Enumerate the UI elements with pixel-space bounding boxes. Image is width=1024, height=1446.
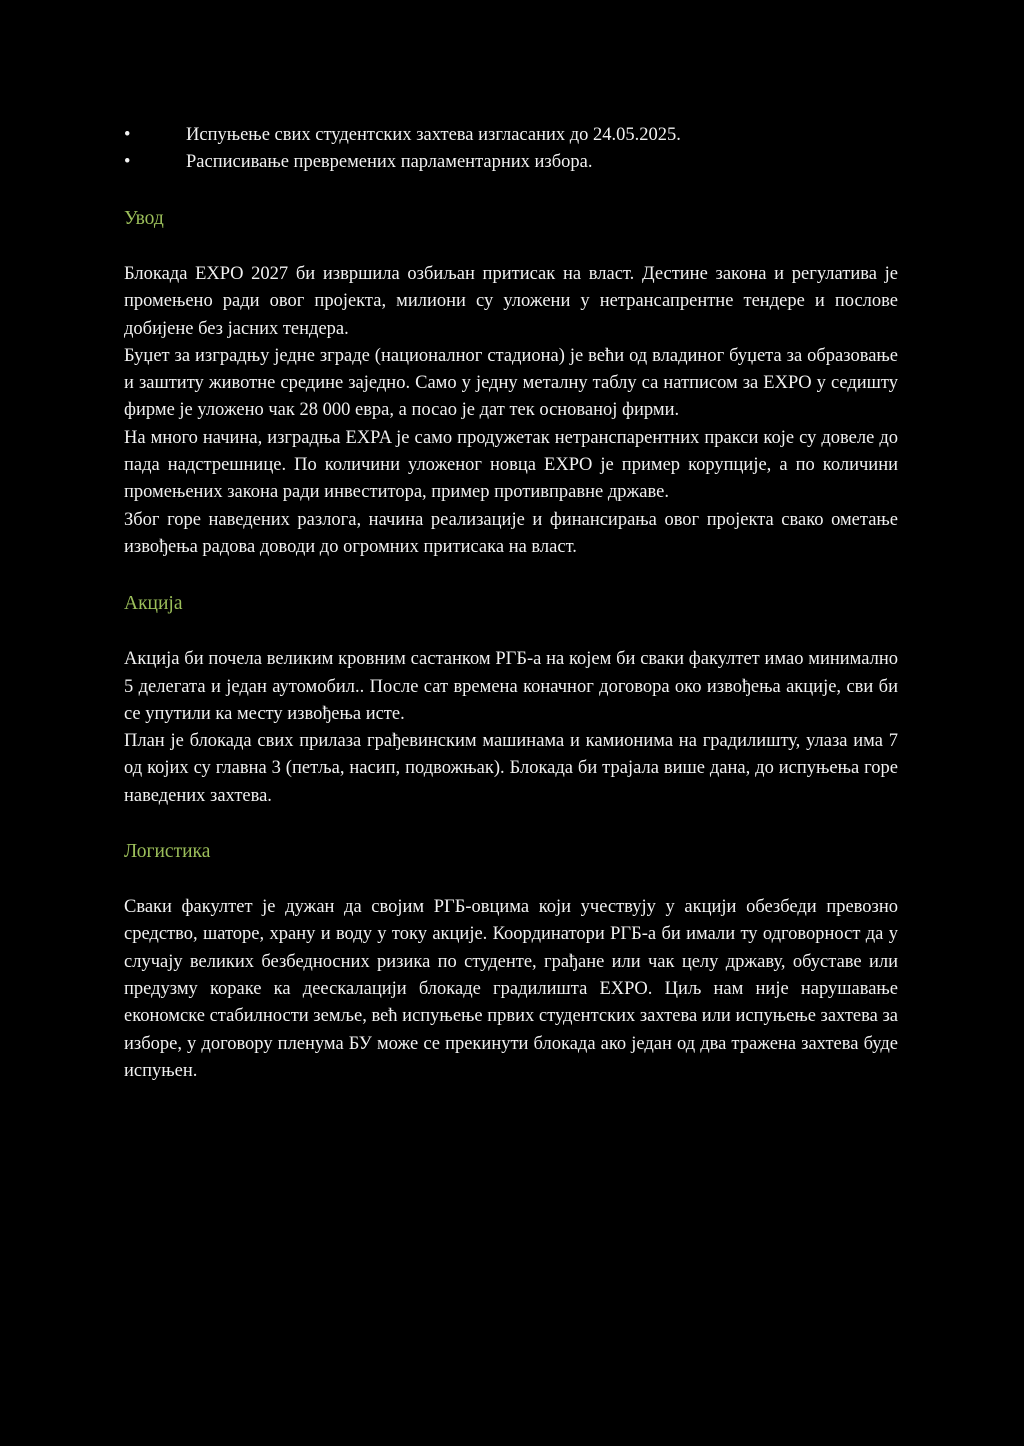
paragraph: Због горе наведених разлога, начина реализације и финансирања овог пројекта свако ометање извођења радова доводи до огромних притисака на власт.: [124, 509, 898, 557]
bullet-text: Расписивање превремених парламентарних избора.: [186, 152, 593, 172]
paragraph: Акција би почела великим кровним састанком РГБ-а на којем би сваки факултет имао минимално 5 делегата и један аутомобил.. После сат времена коначног договора око извођења акције, сви би се упутили ка месту извођења исте.: [124, 649, 898, 724]
bullet-text: Испуњење свих студентских захтева изгласаних до 24.05.2025.: [186, 125, 681, 145]
bullet-icon: •: [124, 152, 131, 172]
list-item: [124, 149, 898, 176]
demands-list: [124, 122, 898, 176]
paragraph: Сваки факултет је дужан да својим РГБ-овцима који учествују у акцији обезбеди превозно средство, шаторе, храну и воду у току акције. Координатори РГБ-а би имали ту одговорност да у случају великих безбедносних ризика по студенте, грађане или чак целу државу, обуставе или предузму кораке ка деескалацији блокаде градилишта EXPO. Циљ нам није нарушавање економске стабилности земље, већ испуњење првих студентских захтева или испуњење захтева за изборе, у договору пленума БУ може се прекинути блокада ако један од два тражена захтева буде испуњен.: [124, 897, 898, 1081]
document-page: [124, 122, 898, 1085]
list-item: [124, 122, 898, 149]
paragraph: На много начина, изградња EXPA је само продужетак нетранспарентних пракси које су довеле до пада надстрешнице. По количини уложеног новца EXPO је пример корупције, а по количини промењених закона ради инвеститора, пример противправне државе.: [124, 427, 898, 503]
paragraph: Блокада EXPO 2027 би извршила озбиљан притисак на власт. Дестине закона и регулатива је промењено ради овог пројекта, милиони су уложени у нетрансапрентне тендере и послове добијене без јасних тендера.: [124, 264, 898, 339]
bullet-icon: •: [124, 125, 131, 145]
paragraph: Буџет за изградњу једне зграде (националног стадиона) је већи од владиног буџета за образовање и заштиту животне средине заједно. Само у једну металну таблу са натписом за EXPO у седишту фирме је уложено чак 28 000 евра, а посао је дат тек основаној фирми.: [124, 345, 898, 421]
heading-uvod: Увод: [124, 208, 164, 229]
heading-akcija: Акција: [124, 593, 183, 615]
heading-logistika: Логистика: [124, 841, 211, 863]
paragraph: План је блокада свих прилаза грађевинским машинама и камионима на градилишту, улаза има 7 од којих су главна 3 (петља, насип, подвожњак). Блокада би трајала више дана, до испуњења горе наведених захтева.: [124, 731, 898, 806]
